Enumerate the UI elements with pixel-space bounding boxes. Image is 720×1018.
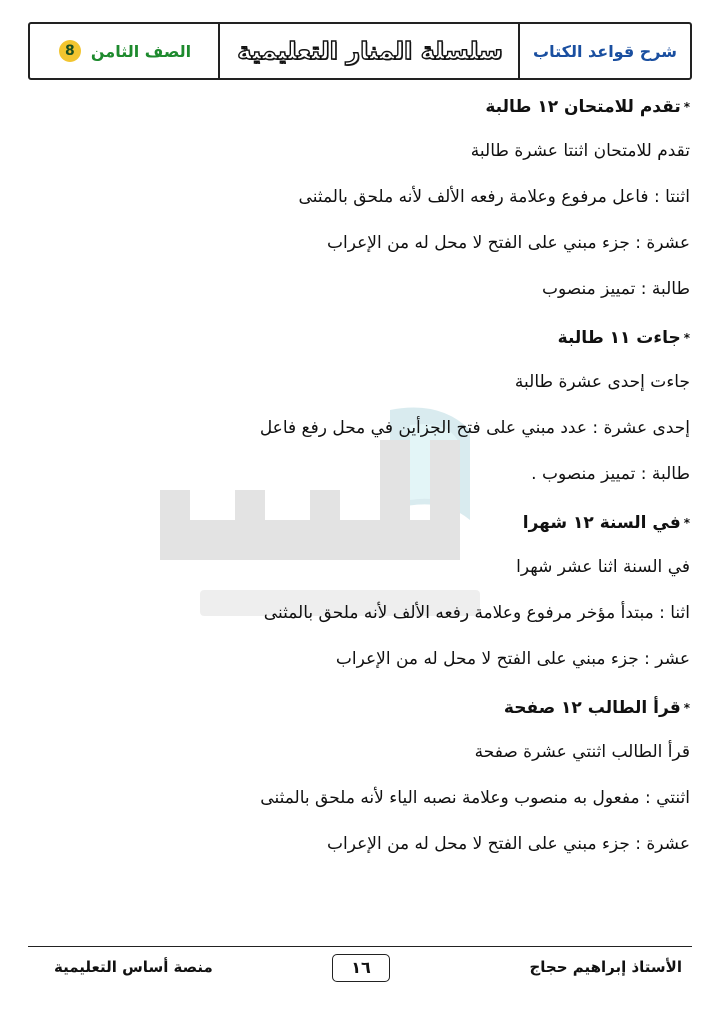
- section-line: عشرة : جزء مبني على الفتح لا محل له من الإعراب: [327, 834, 690, 854]
- asterisk-icon: *: [683, 100, 690, 114]
- section-question: *قرأ الطالب ١٢ صفحة: [503, 698, 690, 718]
- section-question: *في السنة ١٢ شهرا: [522, 513, 690, 533]
- book-title: شرح قواعد الكتاب: [533, 41, 677, 61]
- platform-name: منصة أساس التعليمية: [54, 958, 213, 976]
- asterisk-icon: *: [683, 516, 690, 530]
- section-line: طالبة : تمييز منصوب: [541, 279, 690, 299]
- section-3: [40, 508, 690, 674]
- page-number: ١٦: [332, 954, 390, 982]
- section-4: [40, 693, 690, 859]
- section-line: اثنتا : فاعل مرفوع وعلامة رفعه الألف لأنه ملحق بالمثنى: [298, 187, 690, 207]
- section-line: عشرة : جزء مبني على الفتح لا محل له من الإعراب: [327, 233, 690, 253]
- asterisk-icon: *: [683, 331, 690, 345]
- footer-divider: [28, 946, 692, 947]
- section-1: [40, 92, 690, 304]
- header-book-cell: [518, 24, 690, 78]
- section-line: في السنة اثنا عشر شهرا: [516, 557, 690, 577]
- section-line: إحدى عشرة : عدد مبني على فتح الجزأين في محل رفع فاعل: [259, 418, 690, 438]
- section-line: عشر : جزء مبني على الفتح لا محل له من الإعراب: [335, 649, 690, 669]
- page-footer: [28, 954, 692, 988]
- header-grade-cell: [30, 24, 220, 78]
- section-line: اثنتي : مفعول به منصوب وعلامة نصبه الياء لأنه ملحق بالمثنى: [260, 788, 690, 808]
- section-line: قرأ الطالب اثنتي عشرة صفحة: [474, 742, 690, 762]
- section-question: *تقدم للامتحان ١٢ طالبة: [485, 97, 690, 117]
- asterisk-icon: *: [683, 701, 690, 715]
- section-line: اثنا : مبتدأ مؤخر مرفوع وعلامة رفعه الألف لأنه ملحق بالمثنى: [263, 603, 690, 623]
- document-body: [40, 92, 690, 859]
- section-line: تقدم للامتحان اثنتا عشرة طالبة: [470, 141, 690, 161]
- section-line: طالبة : تمييز منصوب .: [531, 464, 690, 484]
- grade-label: الصف الثامن: [90, 41, 192, 61]
- teacher-name: الأستاذ إبراهيم حجاج: [529, 958, 682, 976]
- page-header: [28, 22, 692, 80]
- header-series-cell: [218, 24, 520, 78]
- series-title: سلسلة المنار التعليمية: [237, 37, 503, 65]
- grade-badge-icon: 8: [59, 40, 81, 62]
- section-2: [40, 323, 690, 489]
- section-question: *جاءت ١١ طالبة: [557, 328, 690, 348]
- section-line: جاءت إحدى عشرة طالبة: [514, 372, 690, 392]
